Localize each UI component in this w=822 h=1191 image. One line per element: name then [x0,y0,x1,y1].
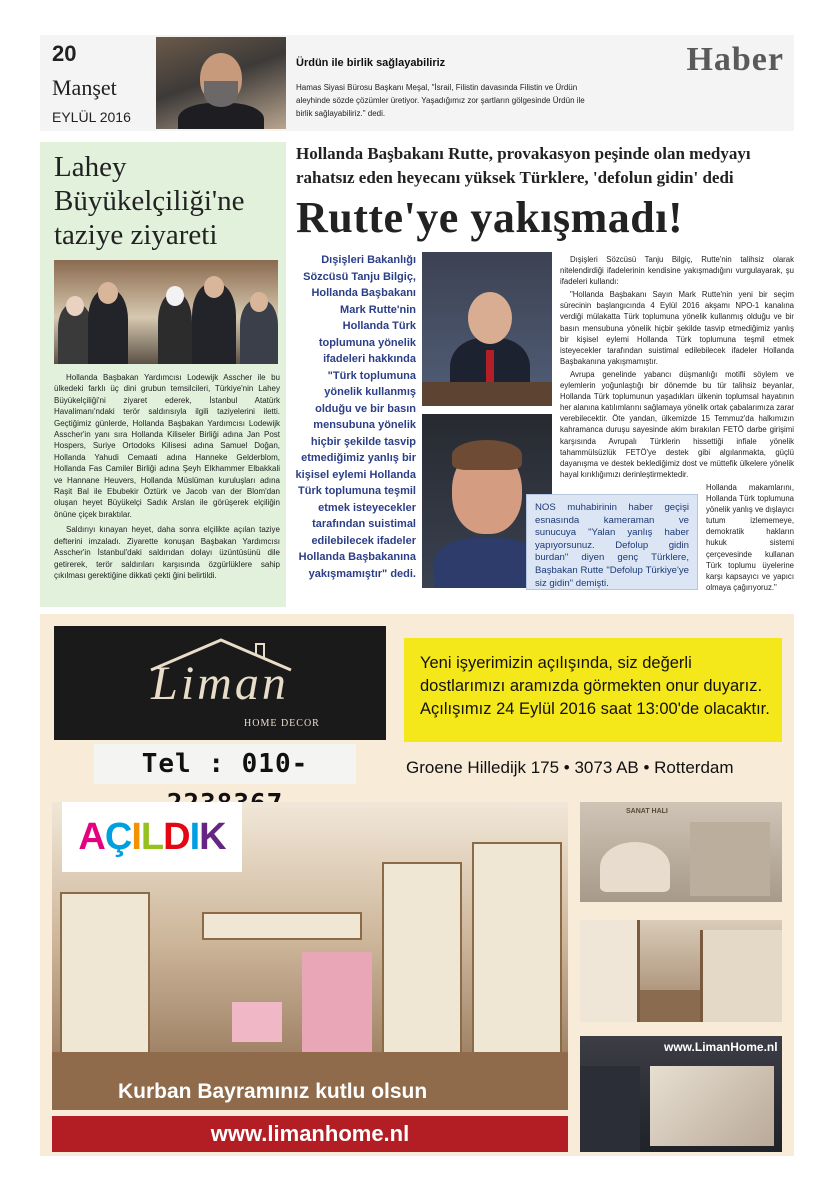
paragraph: "Hollanda Başbakanı Sayın Mark Rutte'nin yeni bir seçim sürecinin başlangıcında 4 Eylül 2016 akşamı NPO-1 kanalına verdiği mülakatta Türk toplumuna yönelik kullanmış olduğu ve bir basın mensubuna yönelik hiçbir şekilde tasvip etmediğimiz yanlış bir kişisel eylemi Hollanda Türk toplumuna teşmil etmek isteyecekler tarafından suistimal edilebilecek ifadeler Hollanda Başbakanına yakışmamıştır. [560,290,794,366]
logo-name: Liman [151,657,289,710]
header-news-title: Ürdün ile birlik sağlayabiliriz [296,57,446,69]
opening-notice [404,638,782,742]
logo-subtitle: HOME DECOR [244,718,320,729]
opened-letter: D [163,816,190,858]
header-news-text: Hamas Siyasi Bürosu Başkanı Meşal, "İsrail, Filistin davasında Filistin ve Ürdün aleyhinde sözde çözümler üretiyor. Yaşadığımız zor şartların gölgesinde Ürdün ile birlik sağlayabiliriz." dedi. [296,83,585,118]
category-label: Haber [686,41,784,78]
embassy-article-body [54,372,280,585]
embassy-article [40,142,286,607]
spokesman-photo [422,252,552,406]
header-photo [156,37,286,129]
store-photo-thumbnail [580,920,782,1022]
website-link[interactable]: www.limanhome.nl [52,1116,568,1152]
notice-line: Açılışımız 24 Eylül 2016 saat 13:00'de olacaktır. [420,700,770,718]
paragraph: Hollanda Başbakan Yardımcısı Lodewijk Asscher ile bu ülkedeki farklı üç dini grubun temsilcileri, Türkiye'nin Lahey Büyükelçiliği'ni ziyaret ederek, İstanbul Atatürk Havalimanı'ndaki terör saldırısıyla ilgili taziyelerini iletti. Geçtiğimiz günlerde, Hollanda Başbakan Yardımcısı Lodewijk Asscher'in yanı sıra Hollanda Kiliseler Birliği adına Jan Post Hospers, Suriye Ortodoks Kilisesi adına Samuel Doğan, Hollanda Yahudi Cemaati adına Hanneke Gelderblom, Hollanda Fas Camiler Birliği adına Şeyh Elkhammer Elbakkali ve Hannane Heuvers, Hollanda Müslüman kuruluşları adına Raşit Bal ile Ebubekir Öztürk ve Jacob van der Blom'dan oluşan heyet Büyükelçi Sadık Arslan ile görüşerek elçiliğin önüne çiçek bıraktılar. [54,373,280,519]
notice-line: dostlarımızı aramızda görmekten onur duyarız. [420,677,763,695]
embassy-article-title: Lahey Büyükelçiliği'ne taziye ziyareti [54,151,245,251]
opened-letter: I [189,816,200,858]
page-header [40,35,794,131]
opened-letter: I [131,816,141,858]
opened-letter: A [78,816,105,858]
paragraph: Avrupa genelinde yabancı düşmanlığı motifli söylem ve eylemlerin yoğunlaştığı bir dönemde bu tür talihsiz beyanlar, Hollanda Türk toplumunun yaşadıkları ülkenin toplumsal hayatının her alanına katılımlarını sağlamaya yönelik ortak çabalarımıza zarar verebilecektir. Öte yandan, ülkemizde 15 Temmuz'da halkımızın kahramanca duruşu sayesinde akim bırakılan FETÖ darbe girişimi karşısında Avrupalı Türklerin hissettiği infiale yönelik tahammülsüzlük FETÖ'ye destek gibi algılanmakta, güçlü dayanışma ve destek beklediğimiz dost ve müttefik ülkelere yönelik hayal kırıklığımızı derinleştirmektedir. [560,369,795,479]
liman-logo [54,626,386,740]
thumb-sign: SANAT HALI [626,808,668,815]
pullquote: Dışişleri Bakanlığı Sözcüsü Tanju Bilgiç, Hollanda Başbakanı Mark Rutte'nin Hollanda Türk toplumuna yönelik ifadeleri hakkında "Türk toplumuna yönelik kullanmış olduğu ve bir basın mensubuna yönelik hiçbir şekilde tasvip etmediğimiz yanlış bir kişisel eylemi Hollanda Türk toplumuna teşmil etmek isteyecekler tarafından suistimal edilebilecek ifadeler Hollanda Başbakanına yakışmamıştır" dedi. [295,254,416,580]
headline: Rutte'ye yakışmadı! [296,193,684,242]
embassy-photo [54,260,278,364]
store-photo-thumbnail [580,1036,782,1152]
page-number: 20 [52,41,77,66]
store-interior-photo [52,802,568,1110]
store-photo-thumbnail [580,802,782,902]
headline-kicker: Hollanda Başbakanı Rutte, provakasyon peşinde olan medyayı rahatsız eden heyecanı yüksek Türklere, 'defolun gidin' dedi [296,144,751,187]
notice-line: Yeni işyerimizin açılışında, siz değerli [420,654,692,672]
liman-advertisement [40,614,794,1156]
opened-letter: K [199,816,226,858]
section-name: Manşet [52,75,117,100]
phone-number: Tel : 010- [94,744,356,784]
paragraph: Saldırıyı kınayan heyet, daha sonra elçilikte açılan taziye defterini imzaladı. Ziyarette konuşan Başbakan Yardımcısı Asscher'in İstanbul'daki saldırıdan dolayı üzüntüsünü dile getirerek, terör saldırıları karşısında özgürlüklere sahip çıkılması gerektiğine dikkati çekti ğini belirtildi. [54,525,280,580]
issue-date: EYLÜL 2016 [52,109,131,125]
opened-letter: Ç [104,816,132,858]
shop-sign: www.LimanHome.nl [664,1040,778,1054]
article-body [560,254,794,482]
store-address: Groene Hilledijk 175 • 3073 AB • Rotterdam [406,758,734,777]
holiday-greeting: Kurban Bayramınız kutlu olsun [118,1080,428,1103]
article-body-tail: Hollanda makamlarını, Hollanda Türk toplumuna yönelik yanlış ve dışlayıcı tutum izlememeye, demokratik hakların hukuk sistemi çerçevesinde kullanan Türk toplumu üyelerine karşı kapsayıcı ve yapıcı olmaya çağırıyoruz." [706,483,794,592]
opened-banner [62,802,242,872]
paragraph: Dışişleri Sözcüsü Tanju Bilgiç, Rutte'nin talihsiz olarak nitelendirdiği ifadelerinin kendisine yakışmadığını vurgulayarak, şu ifadeleri kullandı: [560,255,794,287]
opened-letter: L [140,816,164,858]
nos-quote-box: NOS muhabirinin haber geçişi esnasında kameraman ve sunucuya "Yalan yanlış haber yapıyorsunuz. Defolup gidin burdan" diyen genç Türklere, Başbakan Rutte "Defolup Türkiye'ye siz gidin" demişti. [526,494,698,590]
